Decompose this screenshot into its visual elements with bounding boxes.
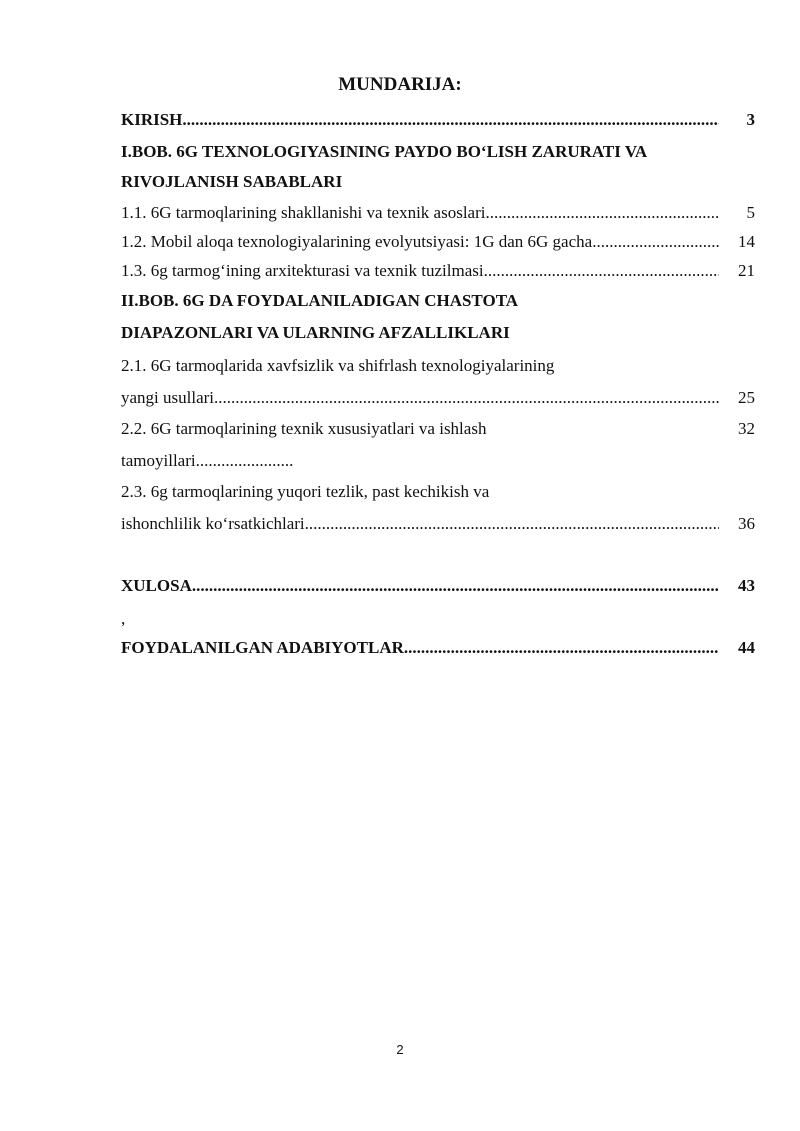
toc-label: yangi usullari ..... xyxy=(121,386,719,410)
toc-label: KIRISH ..... xyxy=(121,108,719,132)
toc-page-number: 14 xyxy=(738,232,755,251)
toc-page-number: 32 xyxy=(738,419,755,438)
toc-entry-kirish xyxy=(121,108,755,132)
chapter-2-heading-line-1: II.BOB. 6G DA FOYDALANILADIGAN CHASTOTA xyxy=(121,291,519,310)
toc-entry-2-1 xyxy=(121,386,755,410)
toc-entry-1-1 xyxy=(121,201,755,225)
toc-entry-1-2 xyxy=(121,230,755,254)
toc-entry-2-2-line-2: tamoyillari....................... xyxy=(121,451,294,470)
toc-page-number: 43 xyxy=(738,576,755,595)
chapter-1-heading-line-1: I.BOB. 6G TEXNOLOGIYASINING PAYDO BO‘LISH ZARURATI VA xyxy=(121,142,648,161)
toc-label: 1.3. 6g tarmog‘ining arxitekturasi va texnik tuzilmasi ..... xyxy=(121,259,719,283)
stray-comma: , xyxy=(121,609,126,628)
toc-entry-1-3 xyxy=(121,259,755,283)
toc-page-number: 44 xyxy=(738,638,755,657)
toc-page-number: 36 xyxy=(738,514,755,533)
toc-label: FOYDALANILGAN ADABIYOTLAR ..... xyxy=(121,636,719,660)
toc-entry-adabiyotlar xyxy=(121,636,755,660)
toc-entry-2-3-line-1: 2.3. 6g tarmoqlarining yuqori tezlik, past kechikish va xyxy=(121,482,490,501)
chapter-1-heading-line-2: RIVOJLANISH SABABLARI xyxy=(121,172,343,191)
toc-page-number: 5 xyxy=(746,203,755,222)
page-title: MUNDARIJA: xyxy=(338,74,462,95)
toc-entry-2-3 xyxy=(121,512,755,536)
toc-entry-2-2-line-1: 2.2. 6G tarmoqlarining texnik xususiyatlari va ishlash 32 xyxy=(121,417,755,441)
toc-entry-2-1-line-1: 2.1. 6G tarmoqlarida xavfsizlik va shifrlash texnologiyalarining xyxy=(121,356,555,375)
toc-label: 1.1. 6G tarmoqlarining shakllanishi va texnik asoslari ..... xyxy=(121,201,719,225)
toc-page-number: 21 xyxy=(738,261,755,280)
toc-page-number: 25 xyxy=(738,388,755,407)
toc-label: 1.2. Mobil aloqa texnologiyalarining evolyutsiyasi: 1G dan 6G gacha ..... xyxy=(121,230,719,254)
toc-page-number: 3 xyxy=(746,110,755,129)
page-number: 2 xyxy=(396,1042,404,1057)
toc-label: ishonchlilik ko‘rsatkichlari ..... xyxy=(121,512,719,536)
chapter-2-heading-line-2: DIAPAZONLARI VA ULARNING AFZALLIKLARI xyxy=(121,323,510,342)
toc-label: XULOSA ..... xyxy=(121,574,719,598)
toc-entry-xulosa xyxy=(121,574,755,598)
